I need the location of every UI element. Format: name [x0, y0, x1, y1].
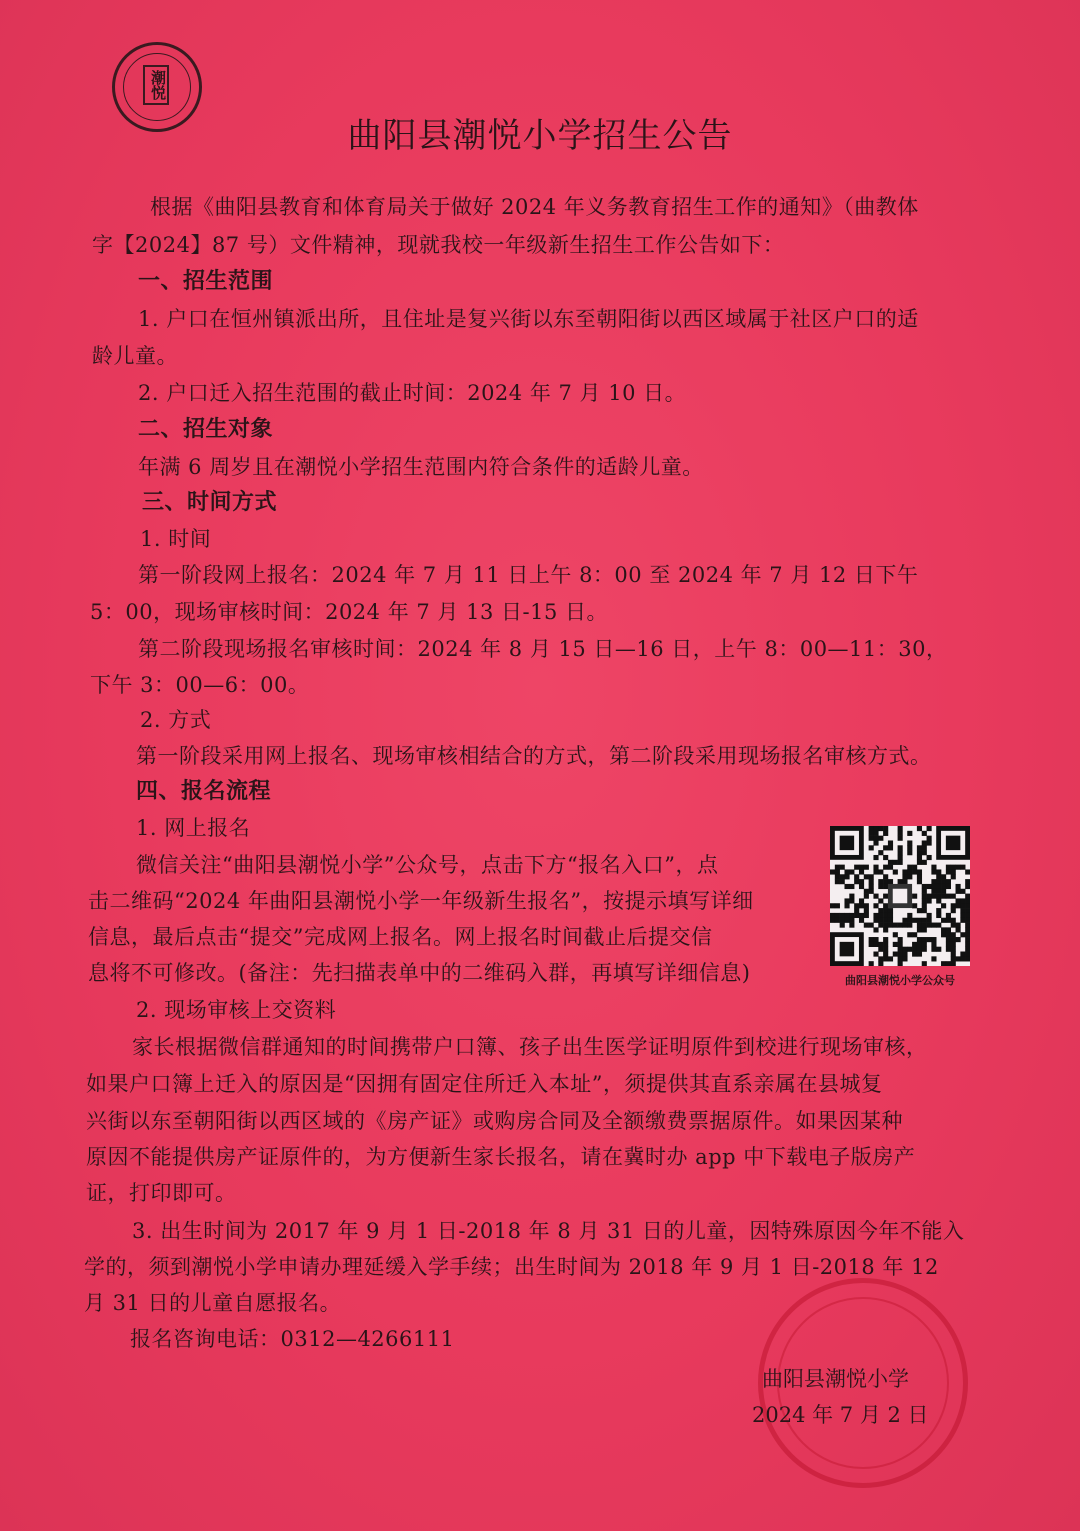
signature-date: 2024 年 7 月 2 日	[752, 1403, 929, 1427]
section-heading-time: 三、时间方式	[142, 490, 278, 515]
online-line-2: 击二维码“2024 年曲阳县潮悦小学一年级新生报名”，按提示填写详细	[88, 889, 754, 913]
onsite-line-3: 兴街以东至朝阳街以西区域的《房产证》或购房合同及全额缴费票据原件。如果因某种	[86, 1109, 903, 1133]
signature-org: 曲阳县潮悦小学	[762, 1367, 909, 1391]
time-line-2: 5：00，现场审核时间：2024 年 7 月 13 日-15 日。	[90, 600, 608, 624]
scope-line-3: 2. 户口迁入招生范围的截止时间：2024 年 7 月 10 日。	[138, 381, 687, 405]
method-subheading: 2. 方式	[140, 708, 212, 732]
onsite-line-5: 证，打印即可。	[86, 1181, 237, 1205]
intro-line-1: 根据《曲阳县教育和体育局关于做好 2024 年义务教育招生工作的通知》（曲教体	[150, 195, 919, 219]
onsite-subheading: 2. 现场审核上交资料	[136, 998, 337, 1022]
scope-line-2: 龄儿童。	[92, 344, 178, 368]
qr-code-icon[interactable]	[830, 826, 970, 966]
qr-caption: 曲阳县潮悦小学公众号	[845, 974, 955, 987]
onsite-line-4: 原因不能提供房产证原件的，为方便新生家长报名，请在冀时办 app 中下载电子版房产	[86, 1145, 916, 1169]
method-line: 第一阶段采用网上报名、现场审核相结合的方式，第二阶段采用现场报名审核方式。	[136, 744, 932, 768]
online-line-3: 信息，最后点击“提交”完成网上报名。网上报名时间截止后提交信	[88, 925, 713, 949]
time-subheading: 1. 时间	[140, 527, 212, 551]
time-line-1: 第一阶段网上报名：2024 年 7 月 11 日上午 8：00 至 2024 年 7 月 12 日下午	[138, 563, 919, 587]
item3-line-1: 3. 出生时间为 2017 年 9 月 1 日-2018 年 8 月 31 日的儿童，因特殊原因今年不能入	[132, 1219, 965, 1243]
phone-line: 报名咨询电话：0312—4266111	[130, 1327, 455, 1351]
item3-line-3: 月 31 日的儿童自愿报名。	[84, 1291, 342, 1315]
section-heading-process: 四、报名流程	[136, 779, 272, 804]
online-line-4: 息将不可修改。(备注：先扫描表单中的二维码入群，再填写详细信息)	[88, 961, 751, 985]
onsite-line-1: 家长根据微信群通知的时间携带户口簿、孩子出生医学证明原件到校进行现场审核，	[132, 1035, 928, 1059]
intro-line-2: 字【2024】87 号）文件精神，现就我校一年级新生招生工作公告如下：	[92, 233, 785, 257]
logo-seal-text: 潮悦	[143, 65, 169, 105]
online-line-1: 微信关注“曲阳县潮悦小学”公众号，点击下方“报名入口”，点	[136, 853, 719, 877]
item3-line-2: 学的，须到潮悦小学申请办理延缓入学手续；出生时间为 2018 年 9 月 1 日-2018 年 12	[84, 1255, 939, 1279]
onsite-line-2: 如果户口簿上迁入的原因是“因拥有固定住所迁入本址”，须提供其直系亲属在县城复	[86, 1072, 883, 1096]
scope-line-1: 1. 户口在恒州镇派出所，且住址是复兴街以东至朝阳街以西区域属于社区户口的适	[138, 307, 919, 331]
section-heading-scope: 一、招生范围	[138, 269, 274, 294]
target-line-1: 年满 6 周岁且在潮悦小学招生范围内符合条件的适龄儿童。	[138, 455, 704, 479]
page-title: 曲阳县潮悦小学招生公告	[347, 116, 733, 156]
time-line-4: 下午 3：00—6：00。	[90, 673, 310, 697]
online-subheading: 1. 网上报名	[136, 816, 251, 840]
section-heading-target: 二、招生对象	[138, 417, 274, 442]
time-line-3: 第二阶段现场报名审核时间：2024 年 8 月 15 日—16 日，上午 8：00—11：30，	[138, 637, 948, 661]
